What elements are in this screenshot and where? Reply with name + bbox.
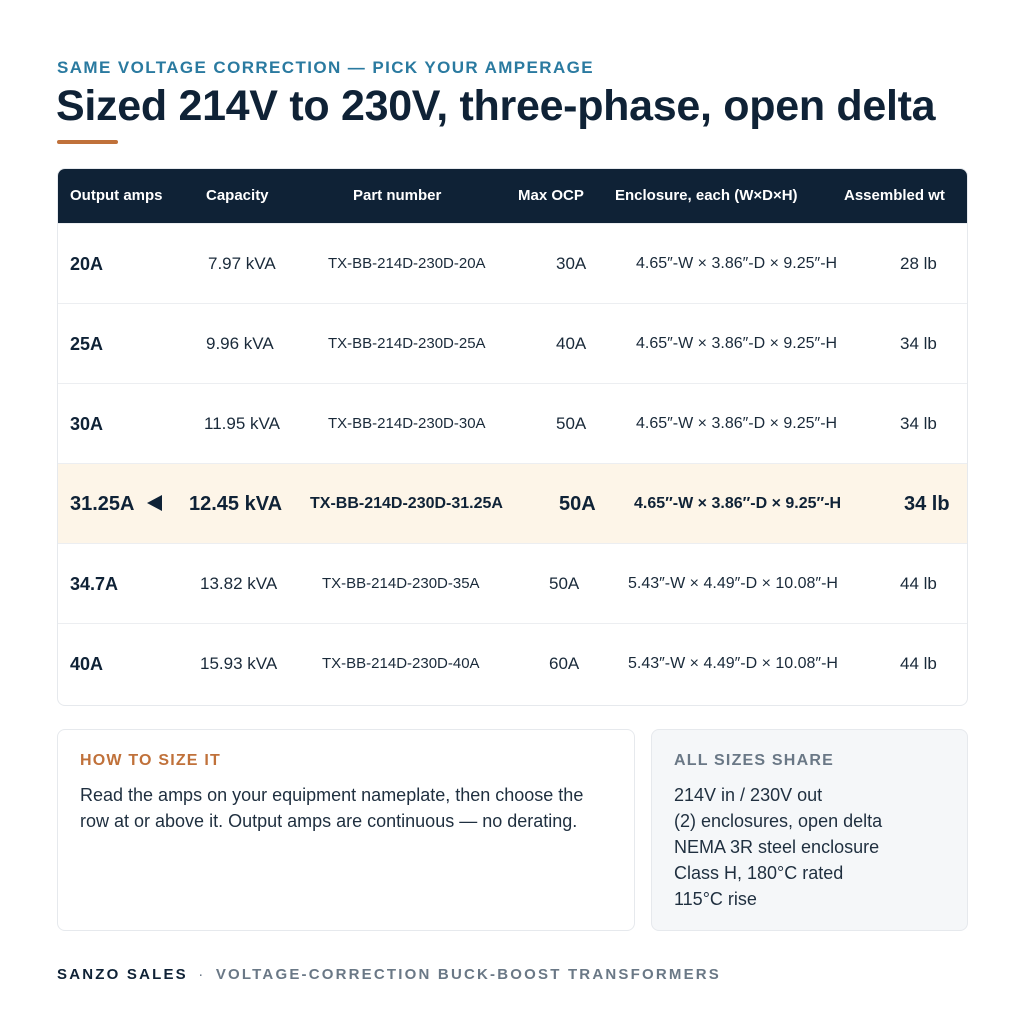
cell-weight: 44 lb (900, 574, 937, 593)
page-title: Sized 214V to 230V, three-phase, open delta (56, 82, 936, 130)
cell-enclosure: 5.43″-W × 4.49″-D × 10.08″-H (628, 655, 838, 672)
table-row (58, 303, 967, 383)
cell-enclosure: 4.65″-W × 3.86″-D × 9.25″-H (636, 335, 838, 352)
cell-part-number: TX-BB-214D-230D-25A (328, 335, 486, 352)
cell-max-ocp: 60A (549, 654, 580, 673)
cell-weight: 44 lb (900, 654, 937, 673)
cell-part-number: TX-BB-214D-230D-20A (328, 255, 486, 272)
list-item: (2) enclosures, open delta (674, 811, 883, 831)
shared-spec-list (674, 782, 882, 912)
cell-weight: 34 lb (900, 334, 937, 353)
column-header-assembled-weight: Assembled wt (844, 187, 945, 204)
list-item: Class H, 180°C rated (674, 863, 844, 883)
cell-enclosure: 4.65″-W × 3.86″-D × 9.25″-H (634, 495, 842, 512)
eyebrow-label: SAME VOLTAGE CORRECTION — PICK YOUR AMPERAGE (57, 58, 595, 77)
cell-capacity: 12.45 kVA (189, 493, 283, 515)
column-header-capacity: Capacity (206, 187, 269, 204)
how-to-size-card (57, 729, 635, 931)
cell-max-ocp: 50A (556, 414, 587, 433)
all-sizes-share-card (651, 729, 968, 931)
list-item: 214V in / 230V out (674, 785, 823, 805)
list-item: 115°C rise (674, 889, 757, 909)
cell-max-ocp: 50A (549, 574, 580, 593)
list-item: NEMA 3R steel enclosure (674, 837, 880, 857)
table-row (58, 623, 967, 703)
table-row (58, 543, 967, 623)
footer-brand: SANZO SALES (57, 966, 188, 983)
cell-output-amps-text: 31.25A (70, 493, 135, 515)
footer (57, 966, 721, 983)
cell-capacity: 13.82 kVA (200, 574, 278, 593)
cell-part-number: TX-BB-214D-230D-31.25A (310, 495, 503, 512)
cell-weight: 28 lb (900, 254, 937, 273)
how-to-size-label: HOW TO SIZE IT (80, 752, 221, 769)
cell-max-ocp: 30A (556, 254, 587, 273)
column-header-enclosure: Enclosure, each (W×D×H) (615, 187, 798, 204)
table-row-highlighted (58, 463, 967, 543)
cell-capacity: 15.93 kVA (200, 654, 278, 673)
cell-part-number: TX-BB-214D-230D-30A (328, 415, 486, 432)
pointer-left-icon (147, 495, 162, 511)
cell-part-number: TX-BB-214D-230D-35A (322, 575, 480, 592)
all-sizes-share-label: ALL SIZES SHARE (674, 752, 834, 769)
column-header-output-amps: Output amps (70, 187, 163, 204)
cell-capacity: 9.96 kVA (206, 334, 274, 353)
cell-output-amps (70, 464, 162, 544)
cell-capacity: 7.97 kVA (208, 254, 276, 273)
cell-enclosure: 4.65″-W × 3.86″-D × 9.25″-H (636, 415, 838, 432)
title-underline (57, 140, 118, 144)
table-row (58, 223, 967, 303)
cell-max-ocp: 40A (556, 334, 587, 353)
table-row (58, 383, 967, 463)
cell-output-amps: 20A (70, 254, 104, 274)
how-to-size-body: Read the amps on your equipment nameplate, then choose the row at or above it. Output amps are continuous — no derating. (80, 785, 584, 831)
footer-tagline: VOLTAGE-CORRECTION BUCK-BOOST TRANSFORMERS (215, 966, 722, 983)
footer-separator: · (198, 966, 206, 983)
cell-output-amps: 30A (70, 414, 104, 434)
cell-capacity: 11.95 kVA (204, 414, 280, 433)
cell-weight: 34 lb (904, 493, 950, 515)
sizing-table (57, 168, 968, 706)
cell-weight: 34 lb (900, 414, 937, 433)
cell-part-number: TX-BB-214D-230D-40A (322, 655, 480, 672)
cell-output-amps: 25A (70, 334, 104, 354)
column-header-max-ocp: Max OCP (518, 187, 584, 204)
table-header (58, 169, 967, 223)
cell-output-amps: 40A (70, 654, 104, 674)
cell-enclosure: 4.65″-W × 3.86″-D × 9.25″-H (636, 255, 838, 272)
cell-enclosure: 5.43″-W × 4.49″-D × 10.08″-H (628, 575, 838, 592)
cell-output-amps: 34.7A (70, 574, 119, 594)
cell-max-ocp: 50A (559, 493, 596, 515)
column-header-part-number: Part number (353, 187, 442, 204)
